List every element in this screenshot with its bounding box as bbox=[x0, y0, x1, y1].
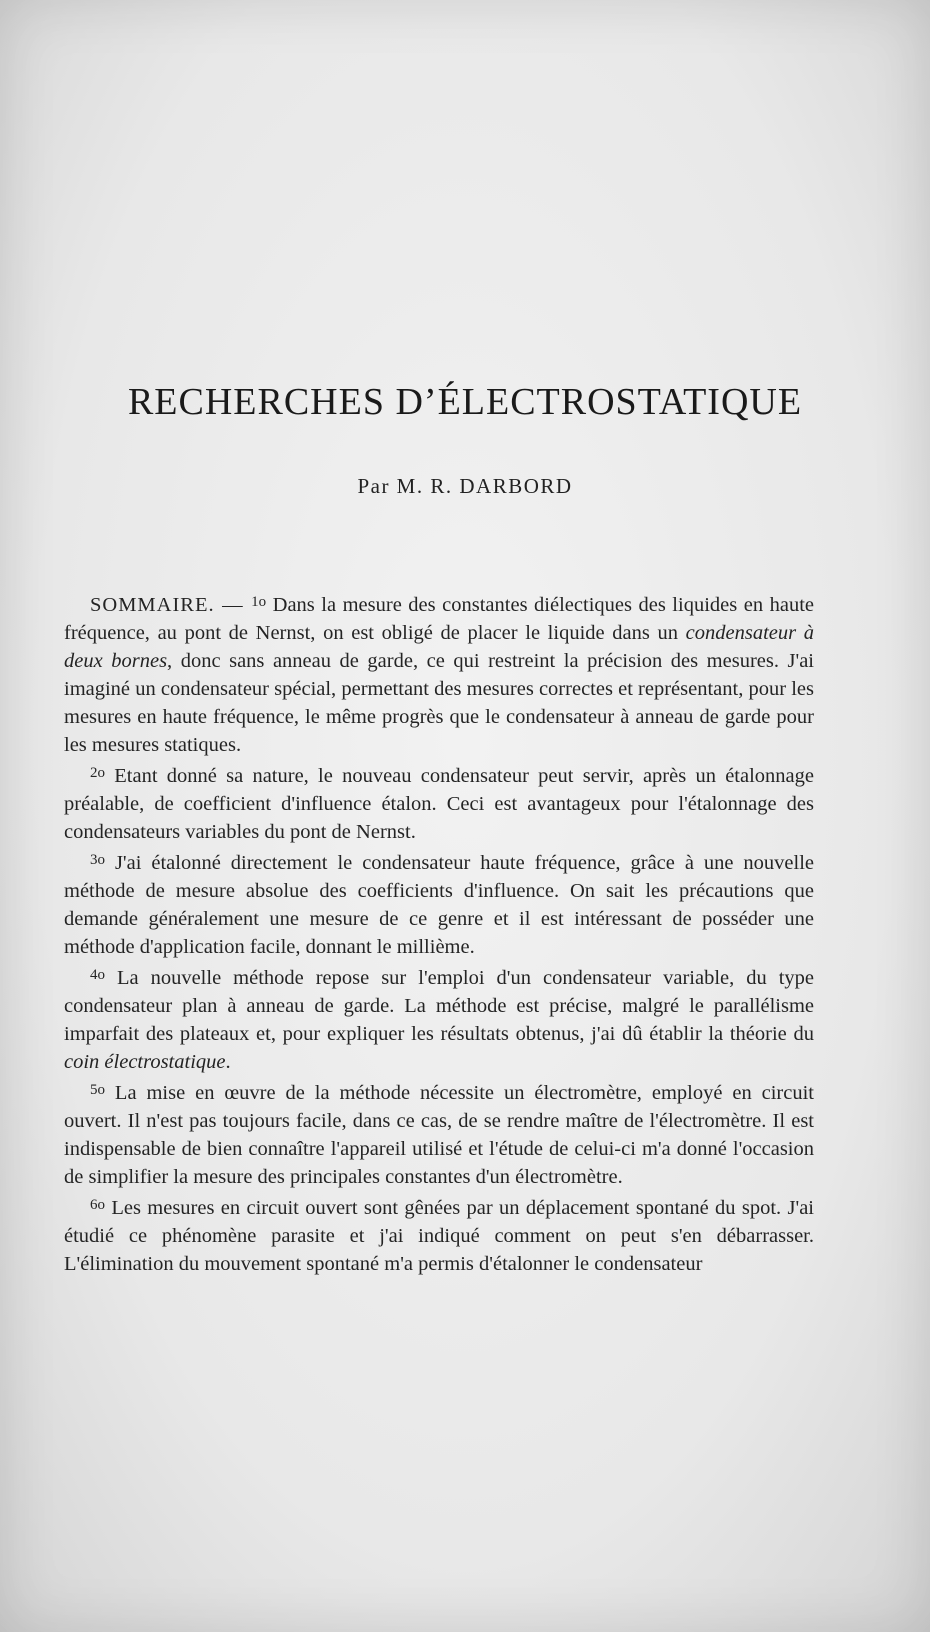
paragraph-text: Les mesures en circuit ouvert sont gênées par un déplacement spontané du spot. J'ai étudié ce phénomène parasite et j'ai indiqué comment on peut s'en débarrasser. L'élimination du mouvement spontané m'a permis d'étalonner le condensateur bbox=[64, 1197, 814, 1275]
emphasis-text: coin électrostatique bbox=[64, 1051, 226, 1073]
point-number: 1o bbox=[251, 594, 267, 610]
summary-paragraph-1 bbox=[64, 588, 814, 759]
point-number: 3o bbox=[90, 852, 105, 868]
summary-paragraph-4 bbox=[64, 961, 814, 1076]
point-number: 2o bbox=[90, 765, 105, 781]
summary-paragraph-3 bbox=[64, 846, 814, 961]
author-line: Par M. R. DARBORD bbox=[357, 474, 573, 498]
summary-label: SOMMAIRE. — bbox=[90, 594, 252, 616]
point-number: 4o bbox=[90, 967, 105, 983]
paragraph-text: La mise en œuvre de la méthode nécessite un électromètre, employé en circuit ouvert. Il n'est pas toujours facile, dans ce cas, de se rendre maître de l'électromètre. Il est indispensable de bien connaître l'appareil utilisé et l'étude de celui-ci m'a donné l'occasion de simplifier la mesure des principales constantes d'un électromètre. bbox=[64, 1082, 814, 1188]
summary-paragraph-5 bbox=[64, 1076, 814, 1191]
emphasis-text: condensateur à deux bornes bbox=[64, 622, 814, 672]
paragraph-text: Dans la mesure des constantes diélectiques des liquides en haute fréquence, au pont de Nernst, on est obligé de placer le liquide dans un bbox=[64, 594, 814, 644]
paragraph-text: , donc sans anneau de garde, ce qui restreint la précision des mesures. J'ai imaginé un condensateur spécial, permettant des mesures correctes et représentant, pour les mesures en haute fréquence, le même progrès que le condensateur à anneau de garde pour les mesures statiques. bbox=[64, 650, 814, 756]
point-number: 6o bbox=[90, 1197, 105, 1213]
point-number: 5o bbox=[90, 1082, 105, 1098]
summary-paragraph-6 bbox=[64, 1191, 814, 1278]
paragraph-text: . bbox=[225, 1051, 231, 1073]
paragraph-text: Etant donné sa nature, le nouveau condensateur peut servir, après un étalonnage préalable, de coefficient d'influence étalon. Ceci est avantageux pour l'étalonnage des condensateurs variables du pont de Nernst. bbox=[64, 765, 814, 843]
summary bbox=[64, 588, 814, 1278]
paragraph-text: La nouvelle méthode repose sur l'emploi d'un condensateur variable, du type condensateur plan à anneau de garde. La méthode est précise, malgré le parallélisme imparfait des plateaux et, pour expliquer les résultats obtenus, j'ai dû établir la théorie du bbox=[64, 967, 814, 1045]
paragraph-text: J'ai étalonné directement le condensateur haute fréquence, grâce à une nouvelle méthode de mesure absolue des coefficients d'influence. On sait les précautions que demande généralement une mesure de ce genre et il est intéressant de posséder une méthode d'application facile, donnant le millième. bbox=[64, 852, 814, 958]
summary-paragraph-2 bbox=[64, 759, 814, 846]
article-title: RECHERCHES D’ÉLECTROSTATIQUE bbox=[127, 381, 803, 423]
